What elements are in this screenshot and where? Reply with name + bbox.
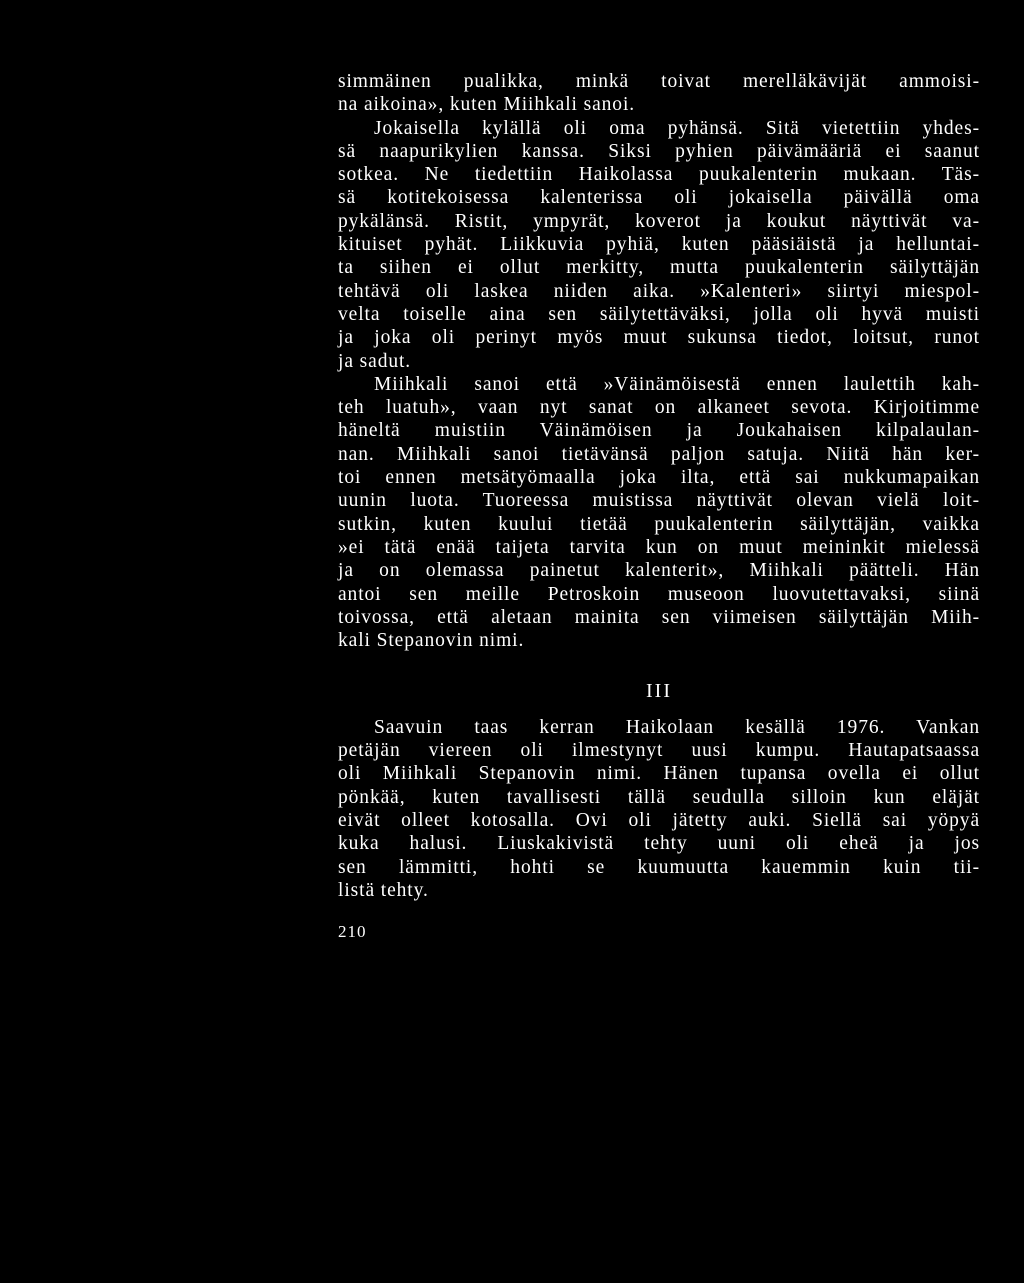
text-line: sotkea. Ne tiedettiin Haikolassa puukalenterin mukaan. Täs- (338, 164, 980, 186)
text-line: toivossa, että aletaan mainita sen viimeisen säilyttäjän Miih- (338, 606, 980, 628)
text-line: kituiset pyhät. Liikkuvia pyhiä, kuten pääsiäistä ja helluntai- (338, 234, 980, 256)
text-line: ja joka oli perinyt myös muut sukunsa tiedot, loitsut, runot (338, 327, 980, 349)
book-page (338, 70, 980, 943)
text-line: Miihkali sanoi että »Väinämöisestä ennen laulettih kah- (374, 373, 980, 395)
text-line: Jokaisella kylällä oli oma pyhänsä. Sitä vietettiin yhdes- (374, 117, 980, 139)
text-line: kali Stepanovin nimi. (338, 630, 525, 652)
text-line: sä naapurikylien kanssa. Siksi pyhien päivämääriä ei saanut (338, 140, 980, 162)
text-line: antoi sen meille Petroskoin museoon luovutettavaksi, siinä (338, 583, 980, 605)
text-line: toi ennen metsätyömaalla joka ilta, että sai nukkumapaikan (338, 467, 980, 489)
text-line: listä tehty. (338, 879, 429, 901)
text-line: kuka halusi. Liuskakivistä tehty uuni oli eheä ja jos (338, 833, 980, 855)
text-line: petäjän viereen oli ilmestynyt uusi kumpu. Hautapatsaassa (338, 740, 980, 762)
text-line: tehtävä oli laskea niiden aika. »Kalenteri» siirtyi miespol- (338, 280, 980, 302)
text-line: oli Miihkali Stepanovin nimi. Hänen tupansa ovella ei ollut (338, 763, 980, 785)
text-line: häneltä muistiin Väinämöisen ja Joukahaisen kilpalaulan- (338, 420, 980, 442)
text-line: nan. Miihkali sanoi tietävänsä paljon satuja. Niitä hän ker- (338, 443, 980, 465)
text-line: ta siihen ei ollut merkitty, mutta puukalenterin säilyttäjän (338, 257, 980, 279)
text-line: uunin luota. Tuoreessa muistissa näyttivät olevan vielä loit- (338, 490, 980, 512)
text-line: na aikoina», kuten Miihkali sanoi. (338, 94, 636, 116)
text-line: »ei tätä enää taijeta tarvita kun on muut meininkit mielessä (338, 536, 980, 558)
paragraph-4 (338, 716, 980, 902)
text-line: pykälänsä. Ristit, ympyrät, koverot ja koukut näyttivät va- (338, 210, 980, 232)
page-number: 210 (338, 922, 367, 942)
text-line: velta toiselle aina sen säilytettäväksi, jolla oli hyvä muisti (338, 303, 980, 325)
text-line: Saavuin taas kerran Haikolaan kesällä 1976. Vankan (374, 716, 980, 738)
paragraph-1 (338, 70, 980, 117)
paragraph-2 (338, 117, 980, 373)
text-line: ja sadut. (338, 350, 412, 372)
text-line: pönkää, kuten tavallisesti tällä seudulla silloin kun eläjät (338, 786, 980, 808)
text-line: sen lämmitti, hohti se kuumuutta kauemmin kuin tii- (338, 856, 980, 878)
paragraph-3 (338, 373, 980, 653)
text-line: simmäinen pualikka, minkä toivat merelläkävijät ammoisi- (338, 71, 980, 92)
text-line: teh luatuh», vaan nyt sanat on alkaneet sevota. Kirjoitimme (338, 397, 980, 419)
text-line: eivät olleet kotosalla. Ovi oli jätetty auki. Siellä sai yöpyä (338, 809, 980, 831)
section-heading: III (646, 680, 672, 703)
text-line: ja on olemassa painetut kalenterit», Miihkali päätteli. Hän (338, 560, 980, 582)
text-line: sä kotitekoisessa kalenterissa oli jokaisella päivällä oma (338, 187, 980, 209)
text-line: sutkin, kuten kuului tietää puukalenterin säilyttäjän, vaikka (338, 513, 980, 535)
